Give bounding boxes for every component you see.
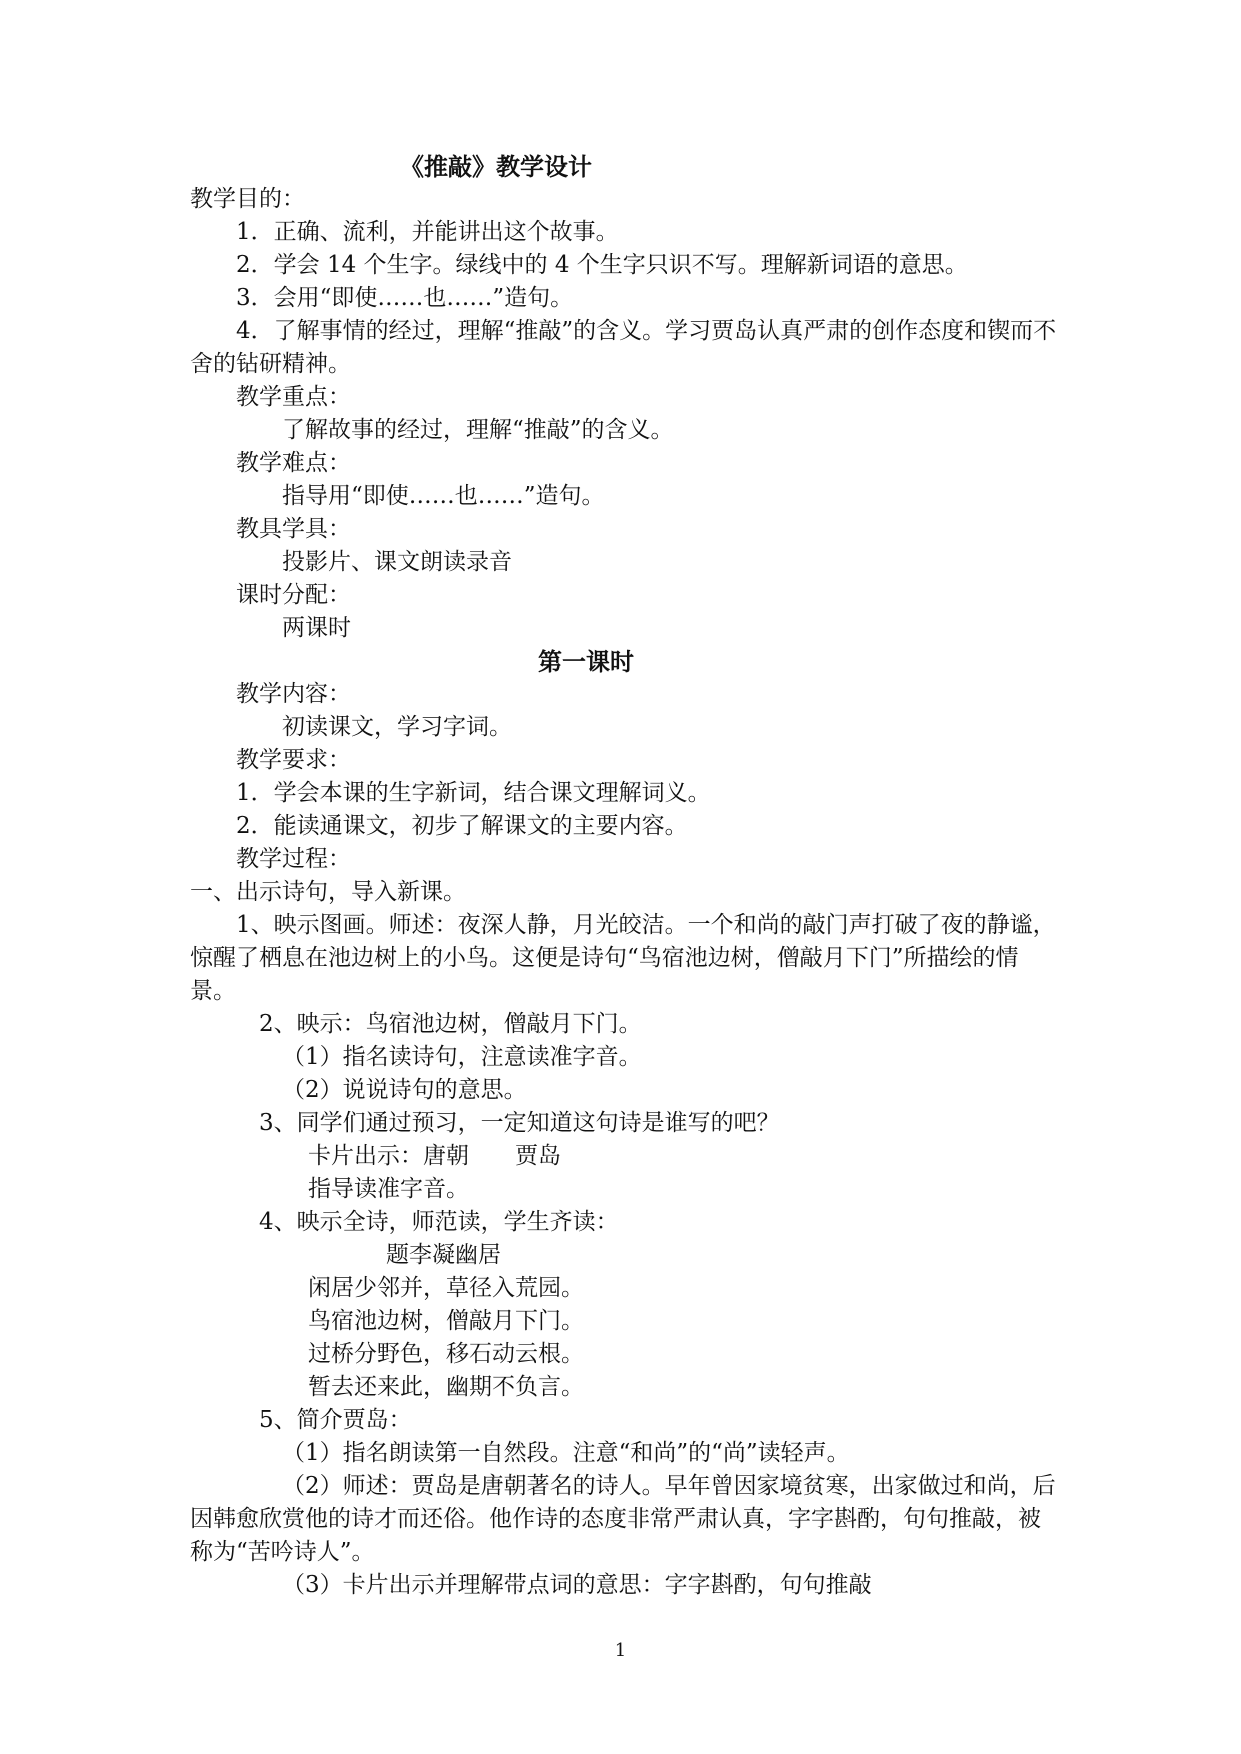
section-heading-objectives: 教学目的： <box>190 186 305 212</box>
section-heading-content: 教学内容： <box>236 681 351 707</box>
process-step-1-2: 2、映示：鸟宿池边树，僧敲月下门。 <box>259 1011 642 1037</box>
poem-line-2: 鸟宿池边树，僧敲月下门。 <box>308 1308 584 1334</box>
schedule-text: 两课时 <box>282 615 351 641</box>
section-heading-requirements: 教学要求： <box>236 747 351 773</box>
process-step-1-5-a: （1）指名朗读第一自然段。注意“和尚”的“尚”读轻声。 <box>282 1440 850 1466</box>
requirement-2: 2．能读通课文，初步了解课文的主要内容。 <box>236 813 688 839</box>
section-heading-key-points: 教学重点： <box>236 384 351 410</box>
process-step-1-2-b: （2）说说诗句的意思。 <box>282 1077 527 1103</box>
poem-line-1: 闲居少邻并，草径入荒园。 <box>308 1275 584 1301</box>
process-step-1-5: 5、简介贾岛： <box>259 1407 412 1433</box>
document-title: 《推敲》教学设计 <box>400 152 592 181</box>
card-display: 卡片出示：唐朝 贾岛 <box>308 1143 561 1169</box>
process-step-1-4: 4、映示全诗，师范读，学生齐读： <box>259 1209 619 1235</box>
section-heading-process: 教学过程： <box>236 846 351 872</box>
requirement-1: 1．学会本课的生字新词，结合课文理解词义。 <box>236 780 711 806</box>
objective-3: 3．会用“即使……也……”造句。 <box>236 285 574 311</box>
document-page <box>190 150 1060 1602</box>
section-heading-difficulties: 教学难点： <box>236 450 351 476</box>
lesson-one-heading: 第一课时 <box>538 647 634 676</box>
poem-line-4: 暂去还来此，幽期不负言。 <box>308 1374 584 1400</box>
process-step-1-3: 3、同学们通过预习，一定知道这句诗是谁写的吧？ <box>259 1110 780 1136</box>
difficulties-text: 指导用“即使……也……”造句。 <box>282 483 605 509</box>
tools-text: 投影片、课文朗读录音 <box>282 549 512 575</box>
key-points-text: 了解故事的经过，理解“推敲”的含义。 <box>282 417 674 443</box>
process-step-1-1: 1、映示图画。师述：夜深人静，月光皎洁。一个和尚的敲门声打破了夜的静谧，惊醒了栖息在池边树上的小鸟。这便是诗句“鸟宿池边树，僧敲月下门”所描绘的情景。 <box>190 912 1056 1004</box>
section-heading-schedule: 课时分配： <box>236 582 351 608</box>
content-text: 初读课文，学习字词。 <box>282 714 512 740</box>
poem-line-3: 过桥分野色，移石动云根。 <box>308 1341 584 1367</box>
objective-1: 1．正确、流利，并能讲出这个故事。 <box>236 219 619 245</box>
section-heading-tools: 教具学具： <box>236 516 351 542</box>
pronunciation-guide: 指导读准字音。 <box>308 1176 469 1202</box>
poem-title: 题李凝幽居 <box>386 1242 501 1268</box>
process-step-1-5-c: （3）卡片出示并理解带点词的意思：字字斟酌，句句推敲 <box>282 1572 872 1598</box>
objective-4: 4．了解事情的经过，理解“推敲”的含义。学习贾岛认真严肃的创作态度和锲而不舍的钻研精神。 <box>190 318 1057 377</box>
objective-2: 2．学会 14 个生字。绿线中的 4 个生字只识不写。理解新词语的意思。 <box>236 252 968 278</box>
process-step-1-2-a: （1）指名读诗句，注意读准字音。 <box>282 1044 642 1070</box>
process-step-1-5-b: （2）师述：贾岛是唐朝著名的诗人。早年曾因家境贫寒，出家做过和尚，后因韩愈欣赏他的诗才而还俗。他作诗的态度非常严肃认真，字字斟酌，句句推敲，被称为“苦吟诗人”。 <box>190 1473 1056 1565</box>
page-number: 1 <box>614 1640 627 1661</box>
process-step-1-heading: 一、出示诗句，导入新课。 <box>190 879 466 905</box>
